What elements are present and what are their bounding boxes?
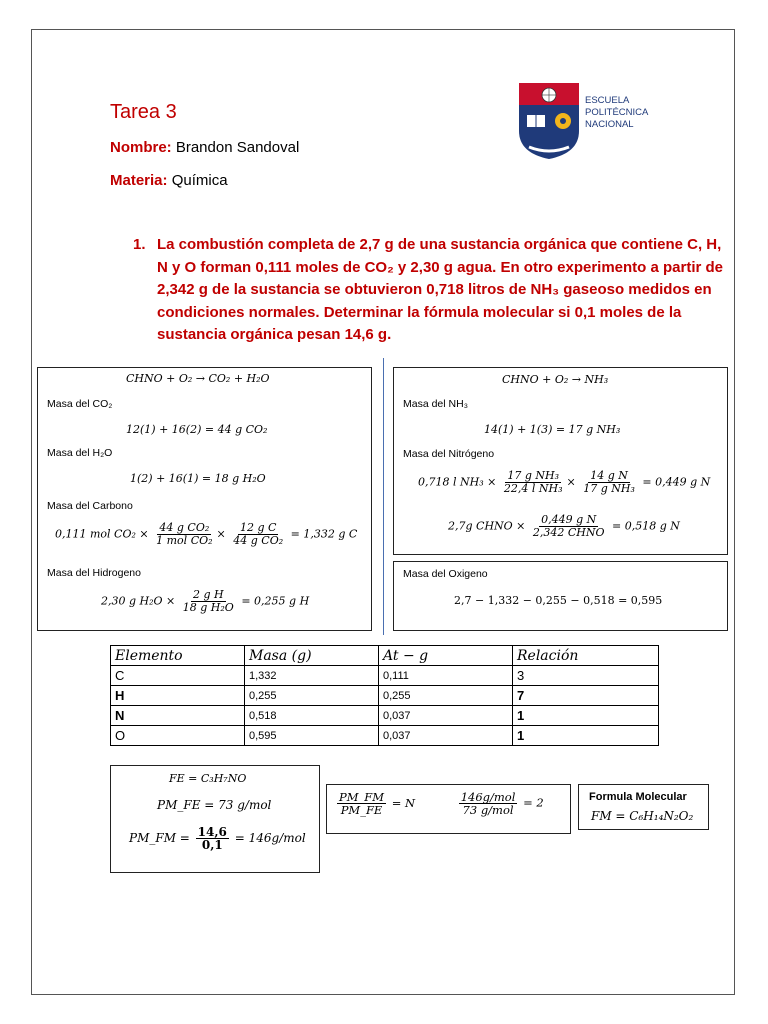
header-at-g: At − g (379, 646, 513, 666)
carbon-fraction-1 (154, 522, 214, 547)
denominator: 1 mol CO₂ (156, 534, 213, 547)
nitrogen-sample-fraction (531, 514, 607, 539)
nitrogen-equation: 0,718 l NH₃ × $\frac{\text{17 g NH₃}}{\text{22,4 l NH₃}}$ × $\frac{\text{14 g N}}{\text{17 g NH₃}}$ = 0,449 g N (418, 469, 711, 495)
carbon-result: = 1,332 g C (290, 527, 358, 541)
cell-element: H (111, 686, 245, 706)
nitrogen-box (393, 367, 728, 555)
denominator: 2,342 CHNO (532, 526, 605, 539)
hydrogen-equation (101, 589, 309, 614)
table-header-row (111, 646, 659, 666)
cell-relation: 3 (513, 666, 659, 686)
table-row (111, 726, 659, 746)
numerator: 44 g CO₂ (159, 521, 210, 534)
cell-relation: 1 (513, 706, 659, 726)
cell-at-g: 0,037 (379, 706, 513, 726)
denominator: 18 g H₂O (182, 601, 234, 614)
pm-fm-start: PM_FM = (129, 831, 190, 845)
nitrogen-start: 0,718 l NH₃ × (418, 475, 497, 489)
numerator: 12 g C (239, 521, 277, 534)
empirical-formula-box (110, 765, 320, 873)
logo-line-1: ESCUELA (585, 95, 630, 106)
hydrogen-label: Masa del Hidrogeno (47, 567, 141, 579)
ratio-fraction-2 (459, 791, 518, 816)
problem-text: La combustión completa de 2,7 g de una sustancia orgánica que contiene C, H, N y O forman 0,111 moles de CO₂ y 2,30 g agua. En otro experimento a partir de 2,342 g de la sustancia se obtuvieron 0,718 litros de NH₃ gaseoso medidos en condiciones normales. Determinar la fórmula molecular si 0,1 moles de la sustancia orgánica pesan 14,6 g. (157, 236, 724, 343)
ratio-mid: = N (391, 795, 416, 810)
nitrogen-label: Masa del Nitrógeno (403, 448, 495, 460)
epn-logo (517, 81, 667, 161)
cell-mass: 0,595 (245, 726, 379, 746)
problem-statement (133, 234, 723, 347)
mass-h2o-equation: 1(2) + 16(1) = 18 g H₂O (130, 472, 266, 485)
pm-fe-equation: PM_FE = 73 g/mol (157, 798, 272, 812)
page-title: Tarea 3 (110, 101, 177, 123)
hydrogen-result: = 0,255 g H (241, 594, 310, 608)
numerator: 14 g N (590, 469, 628, 482)
denominator: 73 g/mol (462, 803, 514, 817)
oxygen-label: Masa del Oxigeno (403, 568, 488, 580)
denominator: 0,1 (201, 838, 223, 852)
mass-nh3-equation: 14(1) + 1(3) = 17 g NH₃ (484, 423, 621, 436)
pm-fm-equation (129, 826, 306, 851)
numerator: 2 g H (192, 588, 224, 601)
oxygen-box (393, 561, 728, 631)
numerator: 0,449 g N (541, 513, 597, 526)
combustion-reaction: CHNO + O₂ → CO₂ + H₂O (126, 372, 270, 385)
ratio-equation (335, 791, 544, 816)
nitrogen-sample-result: = 0,518 g N (612, 519, 680, 533)
molecular-formula: FM = C₆H₁₄N₂O₂ (591, 809, 694, 823)
cell-element: C (111, 666, 245, 686)
header-relation: Relación (513, 646, 659, 666)
table-row (111, 686, 659, 706)
molecular-formula-box (578, 784, 709, 830)
element-ratio-table (110, 645, 659, 746)
oxygen-equation: 2,7 − 1,332 − 0,255 − 0,518 = 0,595 (454, 594, 663, 607)
mass-co2-equation: 12(1) + 16(2) = 44 g CO₂ (126, 423, 268, 436)
denominator: PM_FE (340, 803, 383, 817)
cell-at-g: 0,111 (379, 666, 513, 686)
cell-relation: 1 (513, 726, 659, 746)
cell-mass: 0,518 (245, 706, 379, 726)
pm-fm-result: = 146g/mol (234, 831, 306, 845)
mass-co2-label: Masa del CO₂ (47, 398, 113, 410)
table-row (111, 706, 659, 726)
subject-field (110, 172, 228, 189)
header-element: Elemento (111, 646, 245, 666)
ratio-fraction-1 (337, 791, 386, 816)
carbon-fraction-2 (231, 522, 285, 547)
carbon-equation: 0,111 mol CO₂ × $\frac{\text{44 g CO₂}}{\text{1 mol CO₂}}$ × $\frac{\text{12 g C}}{\text{44 g CO₂}}$ = 1,332 g C (55, 521, 358, 547)
denominator: 22,4 l NH₃ (503, 482, 563, 495)
mass-h2o-label: Masa del H₂O (47, 447, 113, 459)
cell-mass: 1,332 (245, 666, 379, 686)
numerator: PM_FM (339, 790, 385, 804)
empirical-formula: FE = C₃H₇NO (169, 772, 247, 785)
nitrogen-result: = 0,449 g N (642, 475, 711, 489)
subject-label: Materia: (110, 172, 168, 189)
hydrogen-fraction (181, 589, 236, 614)
nitrogen-sample-start: 2,7g CHNO × (448, 519, 526, 533)
cell-element: O (111, 726, 245, 746)
nh3-reaction: CHNO + O₂ → NH₃ (502, 373, 609, 386)
logo-line-3: NACIONAL (585, 119, 634, 130)
mass-nh3-label: Masa del NH₃ (403, 398, 468, 410)
numerator: 17 g NH₃ (507, 469, 559, 482)
problem-number: 1. (133, 236, 146, 253)
pm-fm-fraction (196, 826, 229, 851)
numerator: 14,6 (197, 825, 227, 839)
column-divider (383, 358, 384, 635)
logo-line-2: POLITÉCNICA (585, 107, 649, 118)
nitrogen-sample-equation (448, 514, 680, 539)
nitrogen-fraction-2 (581, 470, 637, 495)
carbon-start: 0,111 mol CO₂ × (55, 527, 149, 541)
name-value: Brandon Sandoval (175, 139, 300, 156)
header-mass: Masa (g) (245, 646, 379, 666)
cell-relation: 7 (513, 686, 659, 706)
hydrogen-start: 2,30 g H₂O × (101, 594, 176, 608)
molecular-formula-title: Formula Molecular (589, 791, 687, 803)
carbon-label: Masa del Carbono (47, 500, 133, 512)
table-row (111, 666, 659, 686)
carbon-hydrogen-box (37, 367, 372, 631)
subject-value: Química (171, 172, 228, 189)
numerator: 146g/mol (460, 790, 516, 804)
denominator: 44 g CO₂ (233, 534, 284, 547)
cell-at-g: 0,037 (379, 726, 513, 746)
cell-mass: 0,255 (245, 686, 379, 706)
ratio-box (326, 784, 571, 834)
cell-element: N (111, 706, 245, 726)
name-label: Nombre: (110, 139, 172, 156)
ratio-result: = 2 (523, 795, 544, 810)
nitrogen-fraction-1 (502, 470, 565, 495)
cell-at-g: 0,255 (379, 686, 513, 706)
name-field (110, 139, 299, 156)
denominator: 17 g NH₃ (583, 482, 635, 495)
